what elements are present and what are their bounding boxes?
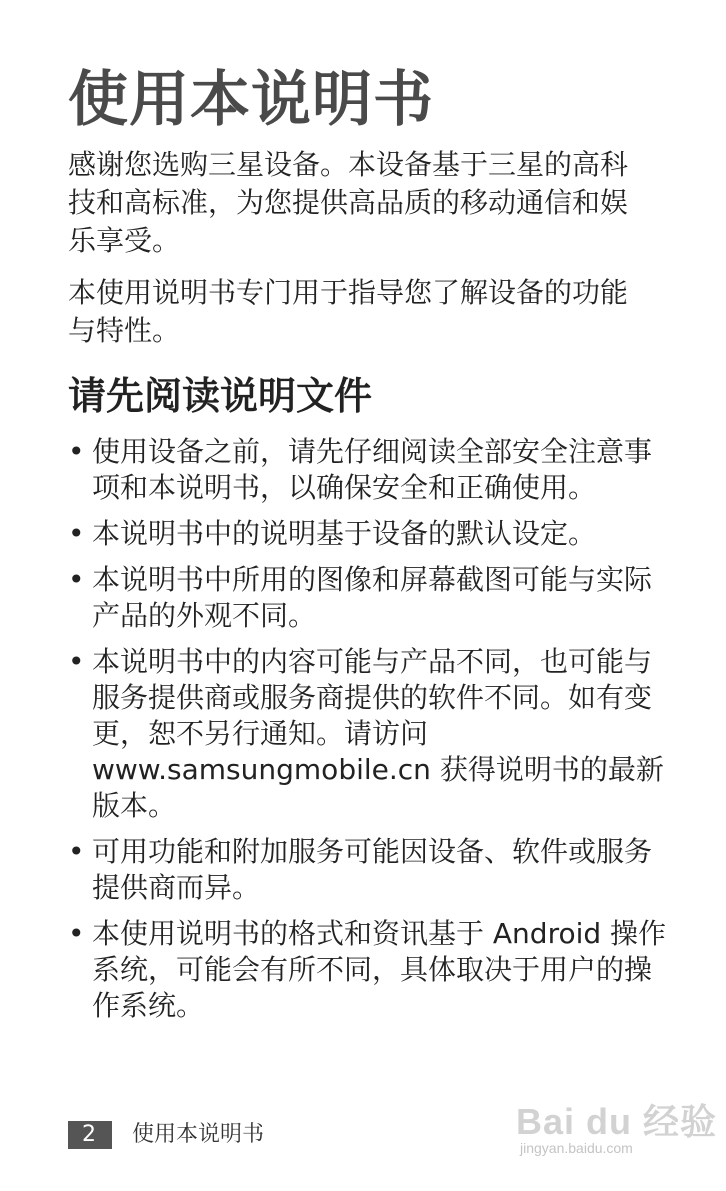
intro-text — [68, 146, 648, 364]
watermark-url: jingyan.baidu.com — [520, 1140, 633, 1156]
bullet-marker: • — [68, 917, 85, 950]
list-item-text: 本说明书中的说明基于设备的默认设定。 — [92, 517, 597, 550]
list-item — [68, 916, 668, 1024]
list-item-text: 本说明书中的内容可能与产品不同，也可能与服务提供商或服务商提供的软件不同。如有变更，恕不另行通知。请访问 www.samsungmobile.cn 获得说明书的最新版本。 — [92, 645, 664, 822]
watermark-logo — [516, 1084, 718, 1164]
watermark-main: Bai du 经验 — [516, 1101, 718, 1142]
bullet-marker: • — [68, 435, 85, 468]
bullet-marker: • — [68, 645, 85, 678]
bullet-marker: • — [68, 835, 85, 868]
list-item — [68, 434, 668, 506]
page-number: 2 — [68, 1121, 112, 1149]
page-title: 使用本说明书 — [68, 65, 434, 135]
list-item — [68, 516, 668, 552]
intro-paragraph: 感谢您选购三星设备。本设备基于三星的高科技和高标准，为您提供高品质的移动通信和娱乐享受。 — [68, 148, 629, 257]
footer-label: 使用本说明书 — [132, 1122, 265, 1147]
list-item — [68, 644, 668, 824]
list-item — [68, 834, 668, 906]
section-heading: 请先阅读说明文件 — [68, 374, 373, 418]
list-item-text: 使用设备之前，请先仔细阅读全部安全注意事项和本说明书，以确保安全和正确使用。 — [92, 435, 653, 504]
list-item — [68, 562, 668, 634]
bullet-marker: • — [68, 563, 85, 596]
list-item-text: 可用功能和附加服务可能因设备、软件或服务提供商而异。 — [92, 835, 653, 904]
bullet-list — [68, 434, 668, 1034]
list-item-text: 本使用说明书的格式和资讯基于 Android 操作系统，可能会有所不同，具体取决于用户的操作系统。 — [92, 917, 667, 1022]
bullet-marker: • — [68, 517, 85, 550]
list-item-text: 本说明书中所用的图像和屏幕截图可能与实际产品的外观不同。 — [92, 563, 653, 632]
intro-paragraph: 本使用说明书专门用于指导您了解设备的功能与特性。 — [68, 276, 629, 347]
